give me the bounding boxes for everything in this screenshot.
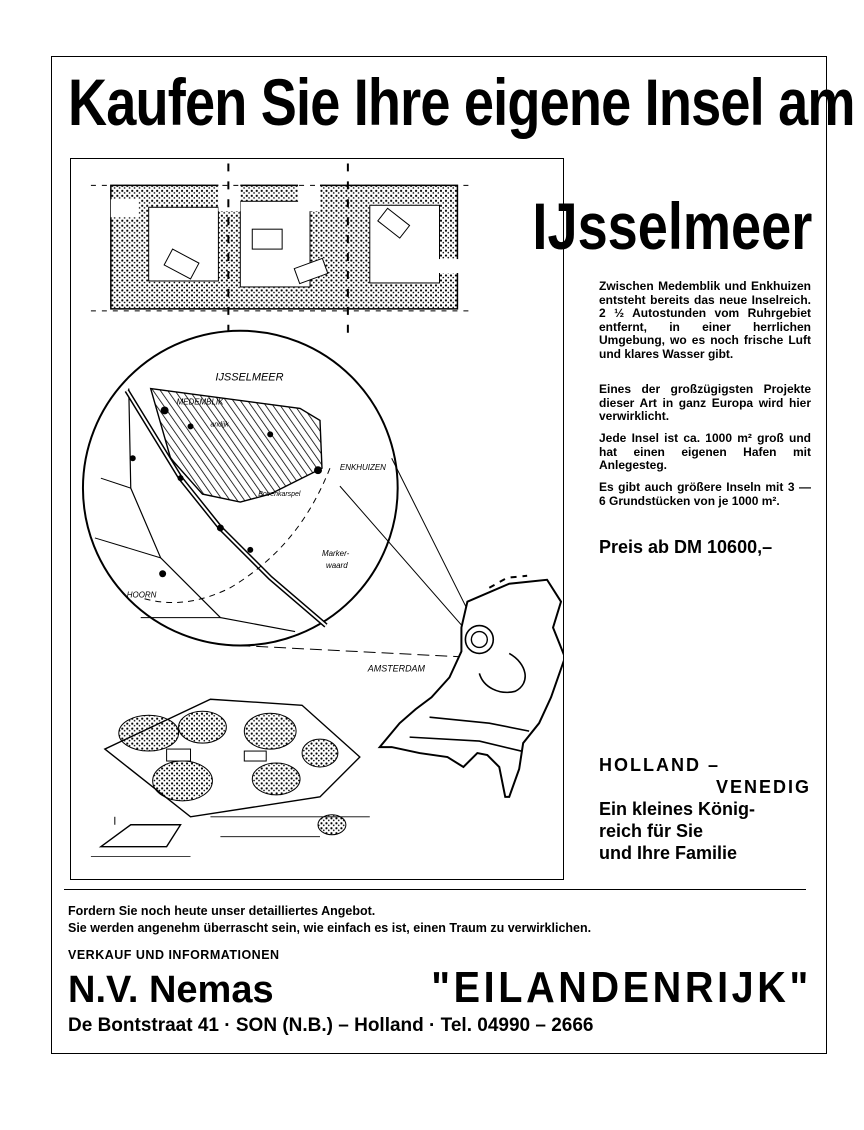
brand-name: "EILANDENRIJK" [431,963,812,1012]
company-name: N.V. Nemas [68,969,274,1011]
offer-line-2: Sie werden angenehm überrascht sein, wie einfach es ist, einen Traum zu verwirklichen. [68,921,592,935]
label-medemblik: MEDEMBLIK [176,397,224,407]
label-hoorn: HOORN [126,590,157,600]
label-amsterdam: AMSTERDAM [367,663,425,674]
label-andijk: andijk [210,421,229,429]
offer-line-1: Fordern Sie noch heute unser detailliertes Angebot. [68,904,376,918]
label-markerwaard-2: waard [325,560,348,570]
illustration-svg [71,159,563,879]
island-aerial-drawing [91,163,469,338]
venedig-line: VENEDIG [715,777,811,797]
island-perspective-sketch [91,699,370,856]
tagline-line-2: reich für Sie [599,821,704,841]
tagline-line-3: und Ihre Familie [599,843,738,863]
paragraph-island-size: Jede Insel ist ca. 1000 m² groß und hat einen eigenen Hafen mit Anlegesteg. [599,431,811,473]
subheadline: IJsselmeer [532,189,812,263]
price: Preis ab DM 10600,– [599,537,773,557]
paragraph-project: Eines der großzügigsten Projekte dieser Art in ganz Europa wird hier verwirklicht. [599,382,811,424]
label-markerwaard-1: Marker- [321,548,350,558]
paragraph-intro: Zwischen Medemblik und Enkhuizen entsteht bereits das neue Inselreich. 2 ½ Autostunden vom Ruhrgebiet entfernt, in einer herrlichen Umgebung, wo es noch frische Luft und klares Wasser gibt. [599,279,811,361]
contact-address: De Bontstraat 41 · SON (N.B.) – Holland · Tel. 04990 – 2666 [68,1015,594,1036]
label-enkhuizen: ENKHUIZEN [339,463,386,473]
paragraph-larger-islands: Es gibt auch größere Inseln mit 3 — 6 Grundstücken von je 1000 m². [599,480,811,508]
tagline [599,798,755,864]
holland-line: HOLLAND – [599,755,720,775]
headline: Kaufen Sie Ihre eigene Insel am [68,65,855,139]
sales-info-heading: VERKAUF UND INFORMATIONEN [68,948,280,962]
illustration-panel [70,158,564,880]
tagline-line-1: Ein kleines König- [599,799,756,819]
divider-line [64,889,806,890]
label-bovenkarspel: Bovenkarspel [258,491,301,499]
holland-venedig [599,754,811,798]
region-circle-map [83,331,398,646]
offer-text [68,903,591,937]
netherlands-map [367,576,563,797]
label-ijsselmeer: IJSSELMEER [215,371,284,384]
